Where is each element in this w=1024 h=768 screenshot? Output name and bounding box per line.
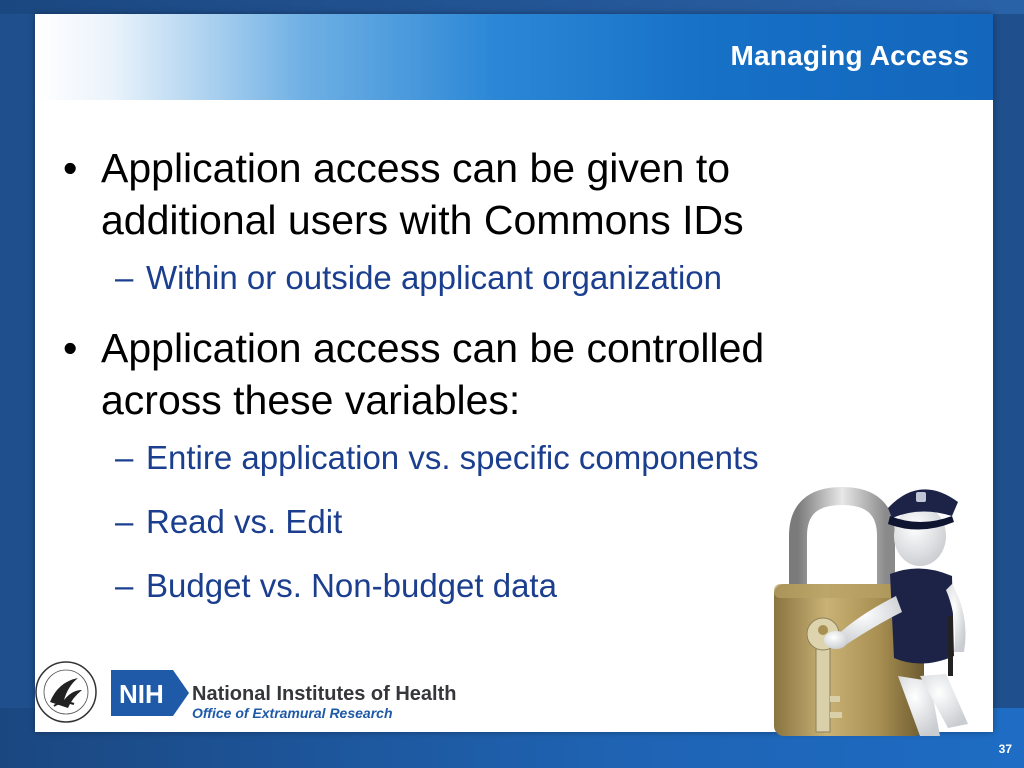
sub-item-text: Within or outside applicant organization bbox=[146, 259, 723, 296]
page-number: 37 bbox=[998, 742, 1012, 756]
bullet-item bbox=[63, 142, 923, 246]
bullet-line: additional users with Commons IDs bbox=[101, 197, 744, 243]
slide-title: Managing Access bbox=[730, 40, 969, 71]
sub-item-text: Entire application vs. specific components bbox=[146, 439, 759, 476]
title-bar bbox=[35, 14, 993, 100]
padlock-security-guard-icon bbox=[770, 466, 980, 744]
nih-mark: NIH bbox=[119, 679, 164, 709]
sub-dash: – bbox=[115, 567, 134, 604]
nih-office: Office of Extramural Research bbox=[192, 705, 393, 721]
hhs-seal-icon bbox=[34, 660, 98, 724]
sub-item-text: Read vs. Edit bbox=[146, 503, 343, 540]
sub-item-text: Budget vs. Non-budget data bbox=[146, 567, 557, 604]
bullet-line: Application access can be given to bbox=[101, 145, 731, 191]
background-band-top bbox=[0, 0, 1024, 14]
bullet-dot: • bbox=[63, 145, 78, 191]
sub-dash: – bbox=[115, 439, 134, 476]
sub-dash: – bbox=[115, 259, 134, 296]
nih-logo-icon bbox=[111, 670, 189, 716]
bullet-item bbox=[63, 322, 923, 426]
bullet-line: across these variables: bbox=[101, 377, 521, 423]
bullet-dot: • bbox=[63, 325, 78, 371]
sub-item bbox=[63, 258, 923, 298]
nih-name: National Institutes of Health bbox=[192, 683, 457, 705]
bullet-line: Application access can be controlled bbox=[101, 325, 765, 371]
sub-dash: – bbox=[115, 503, 134, 540]
